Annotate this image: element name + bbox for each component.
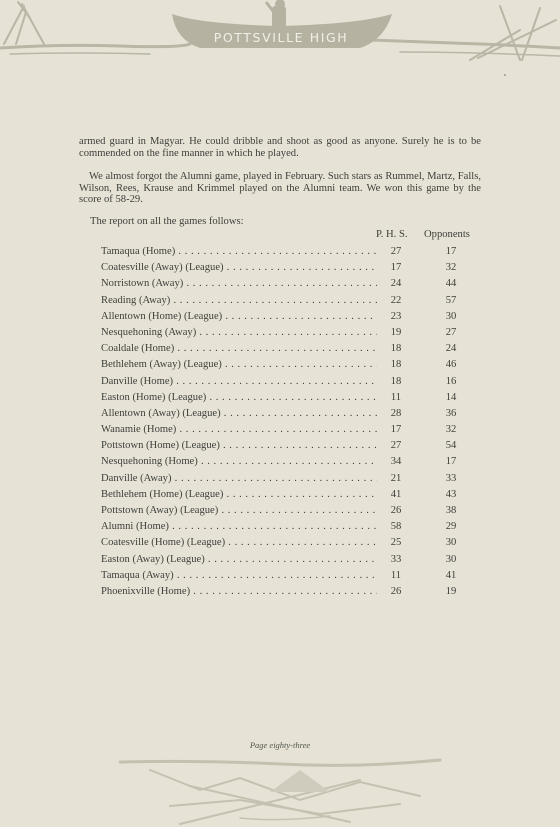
game-name: Pottstown (Home) (League) . . . — [101, 439, 377, 453]
paragraph-magyar: armed guard in Magyar. He could dribble and shoot as good as anyone. Surely he is to be commended on the fine manner in which he played. — [79, 136, 481, 159]
game-name: Norristown (Away) . . . — [101, 277, 377, 291]
game-name: Tamaqua (Away) . . . — [101, 569, 377, 583]
phs-score: 17 — [390, 424, 402, 436]
opponent-score: 32 — [445, 262, 457, 274]
opponent-score: 57 — [445, 294, 457, 306]
opponent-score: 27 — [445, 326, 457, 338]
phs-score: 33 — [390, 553, 402, 565]
phs-score: 41 — [390, 488, 402, 500]
phs-score: 11 — [390, 569, 402, 581]
opponent-score: 43 — [445, 488, 457, 500]
game-name: Coatesville (Away) (League) . . . — [101, 261, 377, 275]
game-name: Bethlehem (Away) (League) . . . — [101, 358, 377, 372]
game-name: Pottstown (Away) (League) . . . — [101, 504, 377, 518]
opponent-score: 54 — [445, 440, 457, 452]
table-column-headers — [376, 229, 486, 243]
phs-score: 23 — [390, 310, 402, 322]
table-row — [101, 294, 481, 310]
phs-score: 58 — [390, 521, 402, 533]
game-name: Danville (Home) . . . — [101, 375, 377, 389]
column-header-opponents: Opponents — [424, 229, 470, 240]
game-name: Reading (Away) . . . — [101, 294, 377, 308]
phs-score: 24 — [390, 278, 402, 290]
phs-score: 25 — [390, 537, 402, 549]
opponent-score: 36 — [445, 407, 457, 419]
opponent-score: 19 — [445, 585, 457, 597]
table-row — [101, 520, 481, 536]
phs-score: 27 — [390, 246, 402, 257]
table-row — [101, 423, 481, 439]
game-name: Bethlehem (Home) (League) . . . — [101, 488, 377, 502]
game-name: Wanamie (Home) . . . — [101, 423, 377, 437]
table-row — [101, 407, 481, 423]
game-name: Coatesville (Home) (League) . . . — [101, 536, 377, 550]
table-row — [101, 342, 481, 358]
table-row — [101, 261, 481, 277]
phs-score: 19 — [390, 326, 402, 338]
opponent-score: 17 — [445, 246, 457, 257]
table-row — [101, 536, 481, 552]
table-row — [101, 245, 481, 261]
table-row — [101, 455, 481, 471]
opponent-score: 29 — [445, 521, 457, 533]
table-row — [101, 310, 481, 326]
opponent-score: 24 — [445, 343, 457, 355]
table-row — [101, 391, 481, 407]
table-row — [101, 585, 481, 601]
phs-score: 18 — [390, 375, 402, 387]
opponent-score: 33 — [445, 472, 457, 484]
game-name: Nesquehoning (Away) . . . — [101, 326, 377, 340]
table-row — [101, 358, 481, 374]
table-row — [101, 277, 481, 293]
paragraph-report-intro: The report on all the games follows: — [90, 216, 244, 227]
opponent-score: 16 — [445, 375, 457, 387]
opponent-score: 38 — [445, 505, 457, 516]
banner-title: POTTSVILLE HIGH — [213, 30, 349, 45]
game-name: Allentown (Home) (League) . . . — [101, 310, 377, 324]
page-number: Page eighty-three — [249, 740, 311, 750]
opponent-score: 14 — [445, 391, 457, 403]
table-row — [101, 375, 481, 391]
opponent-score: 30 — [445, 553, 457, 565]
opponent-score: 17 — [445, 456, 457, 468]
phs-score: 11 — [390, 391, 402, 403]
game-name: Coaldale (Home) . . . — [101, 342, 377, 356]
speck — [504, 74, 506, 76]
table-row — [101, 553, 481, 569]
table-row — [101, 504, 481, 520]
games-table — [101, 245, 481, 601]
phs-score: 26 — [390, 585, 402, 597]
game-name: Tamaqua (Home) . . . — [101, 245, 377, 259]
opponent-score: 32 — [445, 424, 457, 436]
phs-score: 28 — [390, 407, 402, 419]
phs-score: 22 — [390, 294, 402, 306]
game-name: Nesquehoning (Home) . . . — [101, 455, 377, 469]
phs-score: 34 — [390, 456, 402, 468]
opponent-score: 30 — [445, 310, 457, 322]
opponent-score: 46 — [445, 359, 457, 371]
opponent-score: 41 — [445, 569, 457, 581]
table-row — [101, 472, 481, 488]
phs-score: 17 — [390, 262, 402, 274]
table-row — [101, 439, 481, 455]
table-row — [101, 488, 481, 504]
table-row — [101, 569, 481, 585]
phs-score: 21 — [390, 472, 402, 484]
opponent-score: 30 — [445, 537, 457, 549]
paragraph-alumni-game: We almost forgot the Alumni game, played in February. Such stars as Rummel, Martz, Falls, Wilson, Rees, Krause and Krimmel played on the Alumni team. We won this game by the score of 58-29. — [79, 171, 481, 206]
game-name: Allentown (Away) (League) . . . — [101, 407, 377, 421]
game-name: Easton (Home) (League) . . . — [101, 391, 377, 405]
column-header-phs: P. H. S. — [376, 229, 408, 240]
table-row — [101, 326, 481, 342]
phs-score: 26 — [390, 505, 402, 516]
game-name: Easton (Away) (League) . . . — [101, 553, 377, 567]
phs-score: 18 — [390, 343, 402, 355]
phs-score: 18 — [390, 359, 402, 371]
phs-score: 27 — [390, 440, 402, 452]
game-name: Phoenixville (Home) . . . — [101, 585, 377, 599]
opponent-score: 44 — [445, 278, 457, 290]
game-name: Danville (Away) . . . — [101, 472, 377, 486]
game-name: Alumni (Home) . . . — [101, 520, 377, 534]
